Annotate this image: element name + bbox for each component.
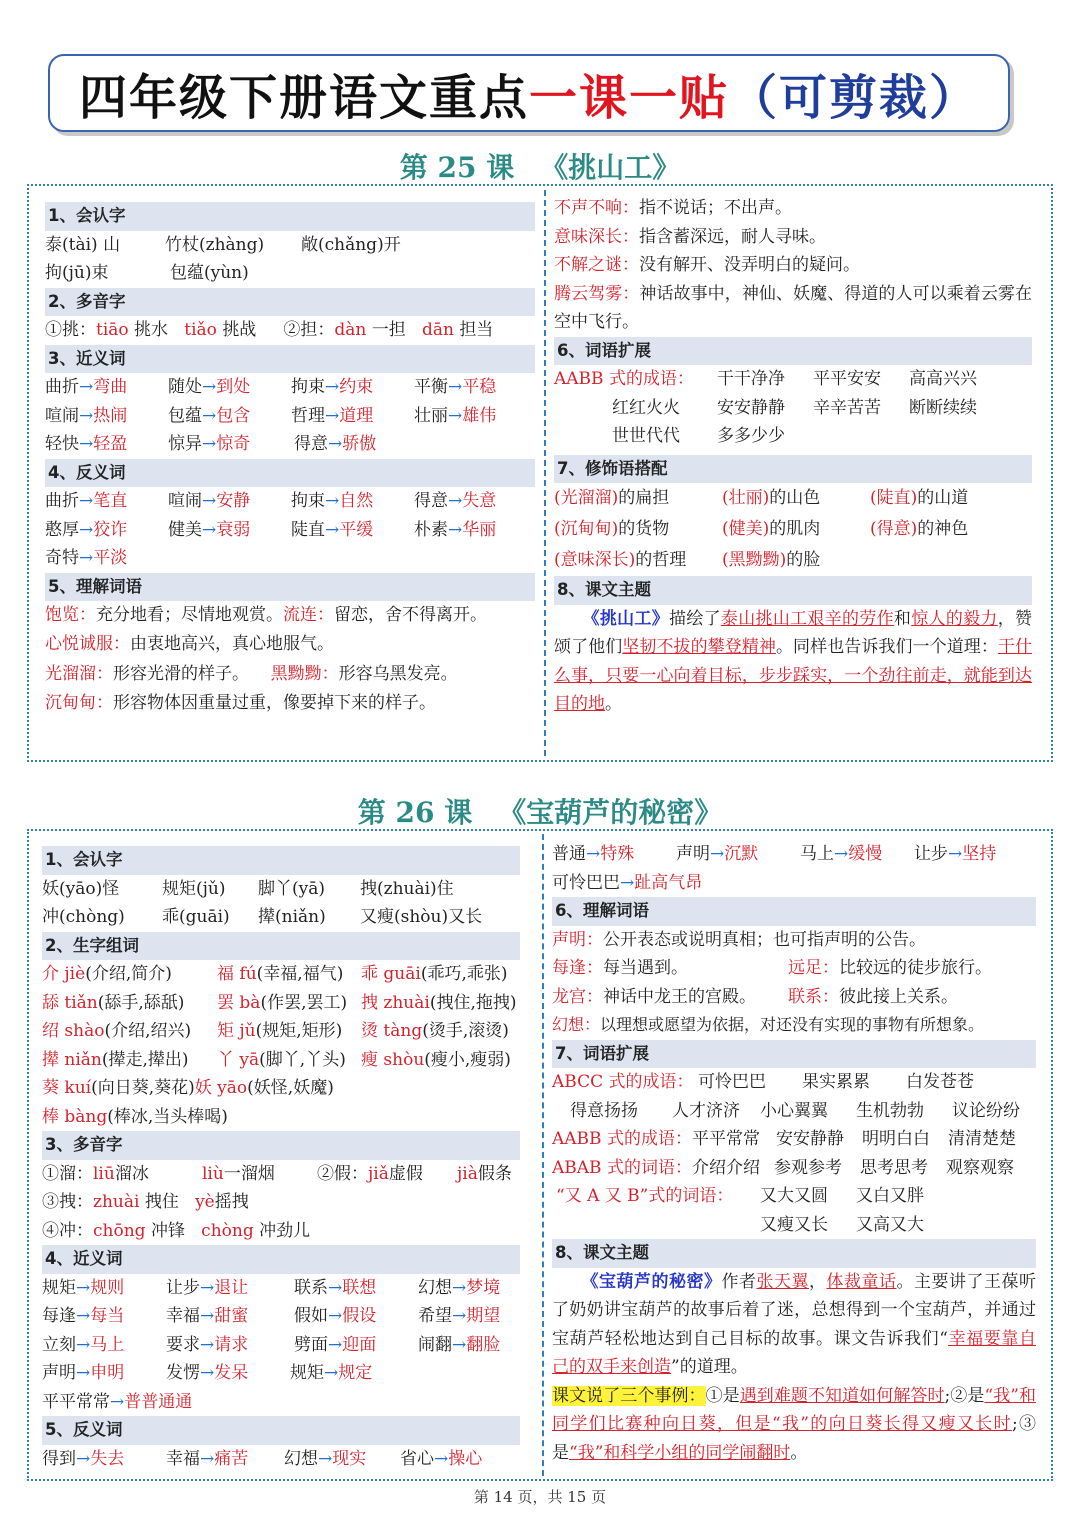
section-heading: 8、课文主题 bbox=[552, 1239, 1036, 1268]
page-title: 四年级下册语文重点 bbox=[78, 69, 529, 126]
lesson-26-right: 普通→特殊 声明→沉默 马上→缓慢 让步→坚持 可怜巴巴→趾高气昂 6、理解词语 声明：公开表态或说明真相；也可指声明的公告。 每逢：每当遇到。 远足：比较远的徒步旅行。 龙宫：神话中龙王的宫殿。 联系：彼此接上关系。 幻想：以理想或愿望为依据，对还没有实现的事物有所想象。 7、词语扩展 ABCC 式的成语： 可怜巴巴 果实累累 白发苍苍 得意扬扬 人才济济 小心翼翼 生机勃勃 议论纷纷 AABB 式的成语：平平常常 安安静静 明明白白 清清楚楚 ABAB 式的词语：介绍介绍 参观参考 思考思考 观察观察 “又 A 又 B”式的词语： 又大又圆 又白又胖 又瘦又长 又高又大 8、课文主题 《宝葫芦的秘密》作者张天翼，体裁童话。主要讲了王葆听了奶奶讲宝葫芦的故事后着了迷，总想得到一个宝葫芦，并通过宝葫芦轻松地达到自己目标的故事。课文告诉我们“幸福要靠自己的双手来创造”的道理。 课文说了三个事例：①是遇到难题不知道如何解答时;②是“我”和同学们比赛种向日葵，但是“我”的向日葵长得又瘦又长时;③是“我”和科学小组的同学闹翻时。 bbox=[552, 840, 1036, 1467]
section-heading: 1、会认字 bbox=[45, 202, 535, 231]
section-heading: 6、理解词语 bbox=[552, 897, 1036, 926]
page-title-box bbox=[48, 54, 1010, 132]
lesson-26-theme: 《宝葫芦的秘密》作者张天翼，体裁童话。主要讲了王葆听了奶奶讲宝葫芦的故事后着了迷，总想得到一个宝葫芦，并通过宝葫芦轻松地达到自己目标的故事。课文告诉我们“幸福要靠自己的双手来创造”的道理。 bbox=[552, 1271, 1037, 1377]
lesson-26-examples: 课文说了三个事例：①是遇到难题不知道如何解答时;②是“我”和同学们比赛种向日葵，但是“我”的向日葵长得又瘦又长时;③是“我”和科学小组的同学闹翻时。 bbox=[552, 1385, 1037, 1463]
section-heading: 5、理解词语 bbox=[45, 573, 535, 602]
page-title-highlight: 一课一贴 bbox=[528, 69, 729, 126]
section-heading: 4、近义词 bbox=[42, 1245, 520, 1274]
lesson-25-left: 1、会认字 泰(tài) 山 竹杖(zhàng) 敞(chǎng)开 拘(jū)束 包蕴(yùn) 2、多音字 ①挑：tiāo 挑水 tiǎo 挑战 ②担：dàn 一担 dān 担当 3、近义词 曲折→弯曲 随处→到处 拘束→约束 平衡→平稳 喧闹→热闹 包蕴→包含 哲理→道理 壮丽→雄伟 轻快→轻盈 惊异→惊奇 得意→骄傲 4、反义词 曲折→笔直 喧闹→安静 拘束→自然 得意→失意 憨厚→狡诈 健美→衰弱 陡直→平缓 朴素→华丽 奇特→平淡 5、理解词语 饱览：充分地看；尽情地观赏。流连：留恋，舍不得离开。 心悦诚服：由衷地高兴，真心地服气。 光溜溜：形容光滑的样子。 黑黝黝：形容乌黑发亮。 沉甸甸：形容物体因重量过重，像要掉下来的样子。 bbox=[45, 202, 535, 717]
section-heading: 2、多音字 bbox=[45, 288, 535, 317]
lesson-26-title: 第 26 课 《宝葫芦的秘密》 bbox=[357, 796, 723, 829]
lesson-25-divider bbox=[544, 190, 546, 756]
lesson-25-right: 不声不响：指不说话；不出声。 意味深长：指含蓄深远，耐人寻味。 不解之谜：没有解开、没弄明白的疑问。 腾云驾雾：神话故事中，神仙、妖魔、得道的人可以乘着云雾在空中飞行。 6、词语扩展 AABB 式的成语： 干干净净 平平安安 高高兴兴 红红火火 安安静静 辛辛苦苦 断断续续 世世代代 多多少少 7、修饰语搭配 (光溜溜)的扁担 (壮丽)的山色 (陡直)的山道 (沉甸甸)的货物 (健美)的肌肉 (得意)的神色 (意味深长)的哲理 (黑黝黝)的脸 8、课文主题 《挑山工》描绘了泰山挑山工艰辛的劳作和惊人的毅力，赞颂了他们坚韧不拔的攀登精神。同样也告诉我们一个道理：干什么事，只要一心向着目标，步步踩实，一个劲往前走，就能到达目的地。 bbox=[554, 194, 1032, 719]
section-heading: 6、词语扩展 bbox=[554, 337, 1032, 366]
lesson-26-left: 1、会认字 妖(yāo)怪 规矩(jǔ) 脚丫(yā) 拽(zhuài)住 冲(chòng) 乖(guāi) 撵(niǎn) 又瘦(shòu)又长 2、生字组词 介 jiè(介绍,简介) 福 fú(幸福,福气) 乖 guāi(乖巧,乖张) 舔 tiǎn(舔手,舔舐) 罢 bà(作罢,罢工) 拽 zhuài(拽住,拖拽) 绍 shào(介绍,绍兴) 矩 jǔ(规矩,矩形) 烫 tàng(烫手,滚烫) 撵 niǎn(撵走,撵出) 丫 yā(脚丫,丫头) 瘦 shòu(瘦小,瘦弱) 葵 kuí(向日葵,葵花)妖 yāo(妖怪,妖魔) 棒 bàng(棒冰,当头棒喝) 3、多音字 ①溜：liū溜冰 liù一溜烟 ②假：jiǎ虚假 jià假条 ③拽：zhuài 拽住 yè摇拽 ④冲：chōng 冲锋 chòng 冲劲儿 4、近义词 规矩→规则 让步→退让 联系→联想 幻想→梦境 每逢→每当 幸福→甜蜜 假如→假设 希望→期望 立刻→马上 要求→请求 劈面→迎面 闹翻→翻脸 声明→申明 发愣→发呆 规矩→规定 平平常常→普普通通 5、反义词 得到→失去 幸福→痛苦 幻想→现实 省心→操心 bbox=[42, 846, 520, 1473]
section-heading: 7、词语扩展 bbox=[552, 1040, 1036, 1069]
section-heading: 8、课文主题 bbox=[554, 576, 1032, 605]
page-number: 第 14 页，共 15 页 bbox=[473, 1488, 607, 1506]
section-heading: 4、反义词 bbox=[45, 459, 535, 488]
section-heading: 3、近义词 bbox=[45, 345, 535, 374]
lesson-26-divider bbox=[542, 834, 544, 1476]
section-heading: 3、多音字 bbox=[42, 1131, 520, 1160]
section-heading: 2、生字组词 bbox=[42, 932, 520, 961]
section-heading: 5、反义词 bbox=[42, 1416, 520, 1445]
lesson-25-title: 第 25 课 《挑山工》 bbox=[399, 151, 681, 184]
polyphone-row: ①挑：tiāo 挑水 tiǎo 挑战 ②担：dàn 一担 dān 担当 bbox=[45, 320, 494, 340]
page-title-note: （可剪裁） bbox=[729, 69, 980, 126]
section-heading: 1、会认字 bbox=[42, 846, 520, 875]
lesson-25-theme: 《挑山工》描绘了泰山挑山工艰辛的劳作和惊人的毅力，赞颂了他们坚韧不拔的攀登精神。同样也告诉我们一个道理：干什么事，只要一心向着目标，步步踩实，一个劲往前走，就能到达目的地。 bbox=[554, 608, 1033, 714]
section-heading: 7、修饰语搭配 bbox=[554, 455, 1032, 484]
